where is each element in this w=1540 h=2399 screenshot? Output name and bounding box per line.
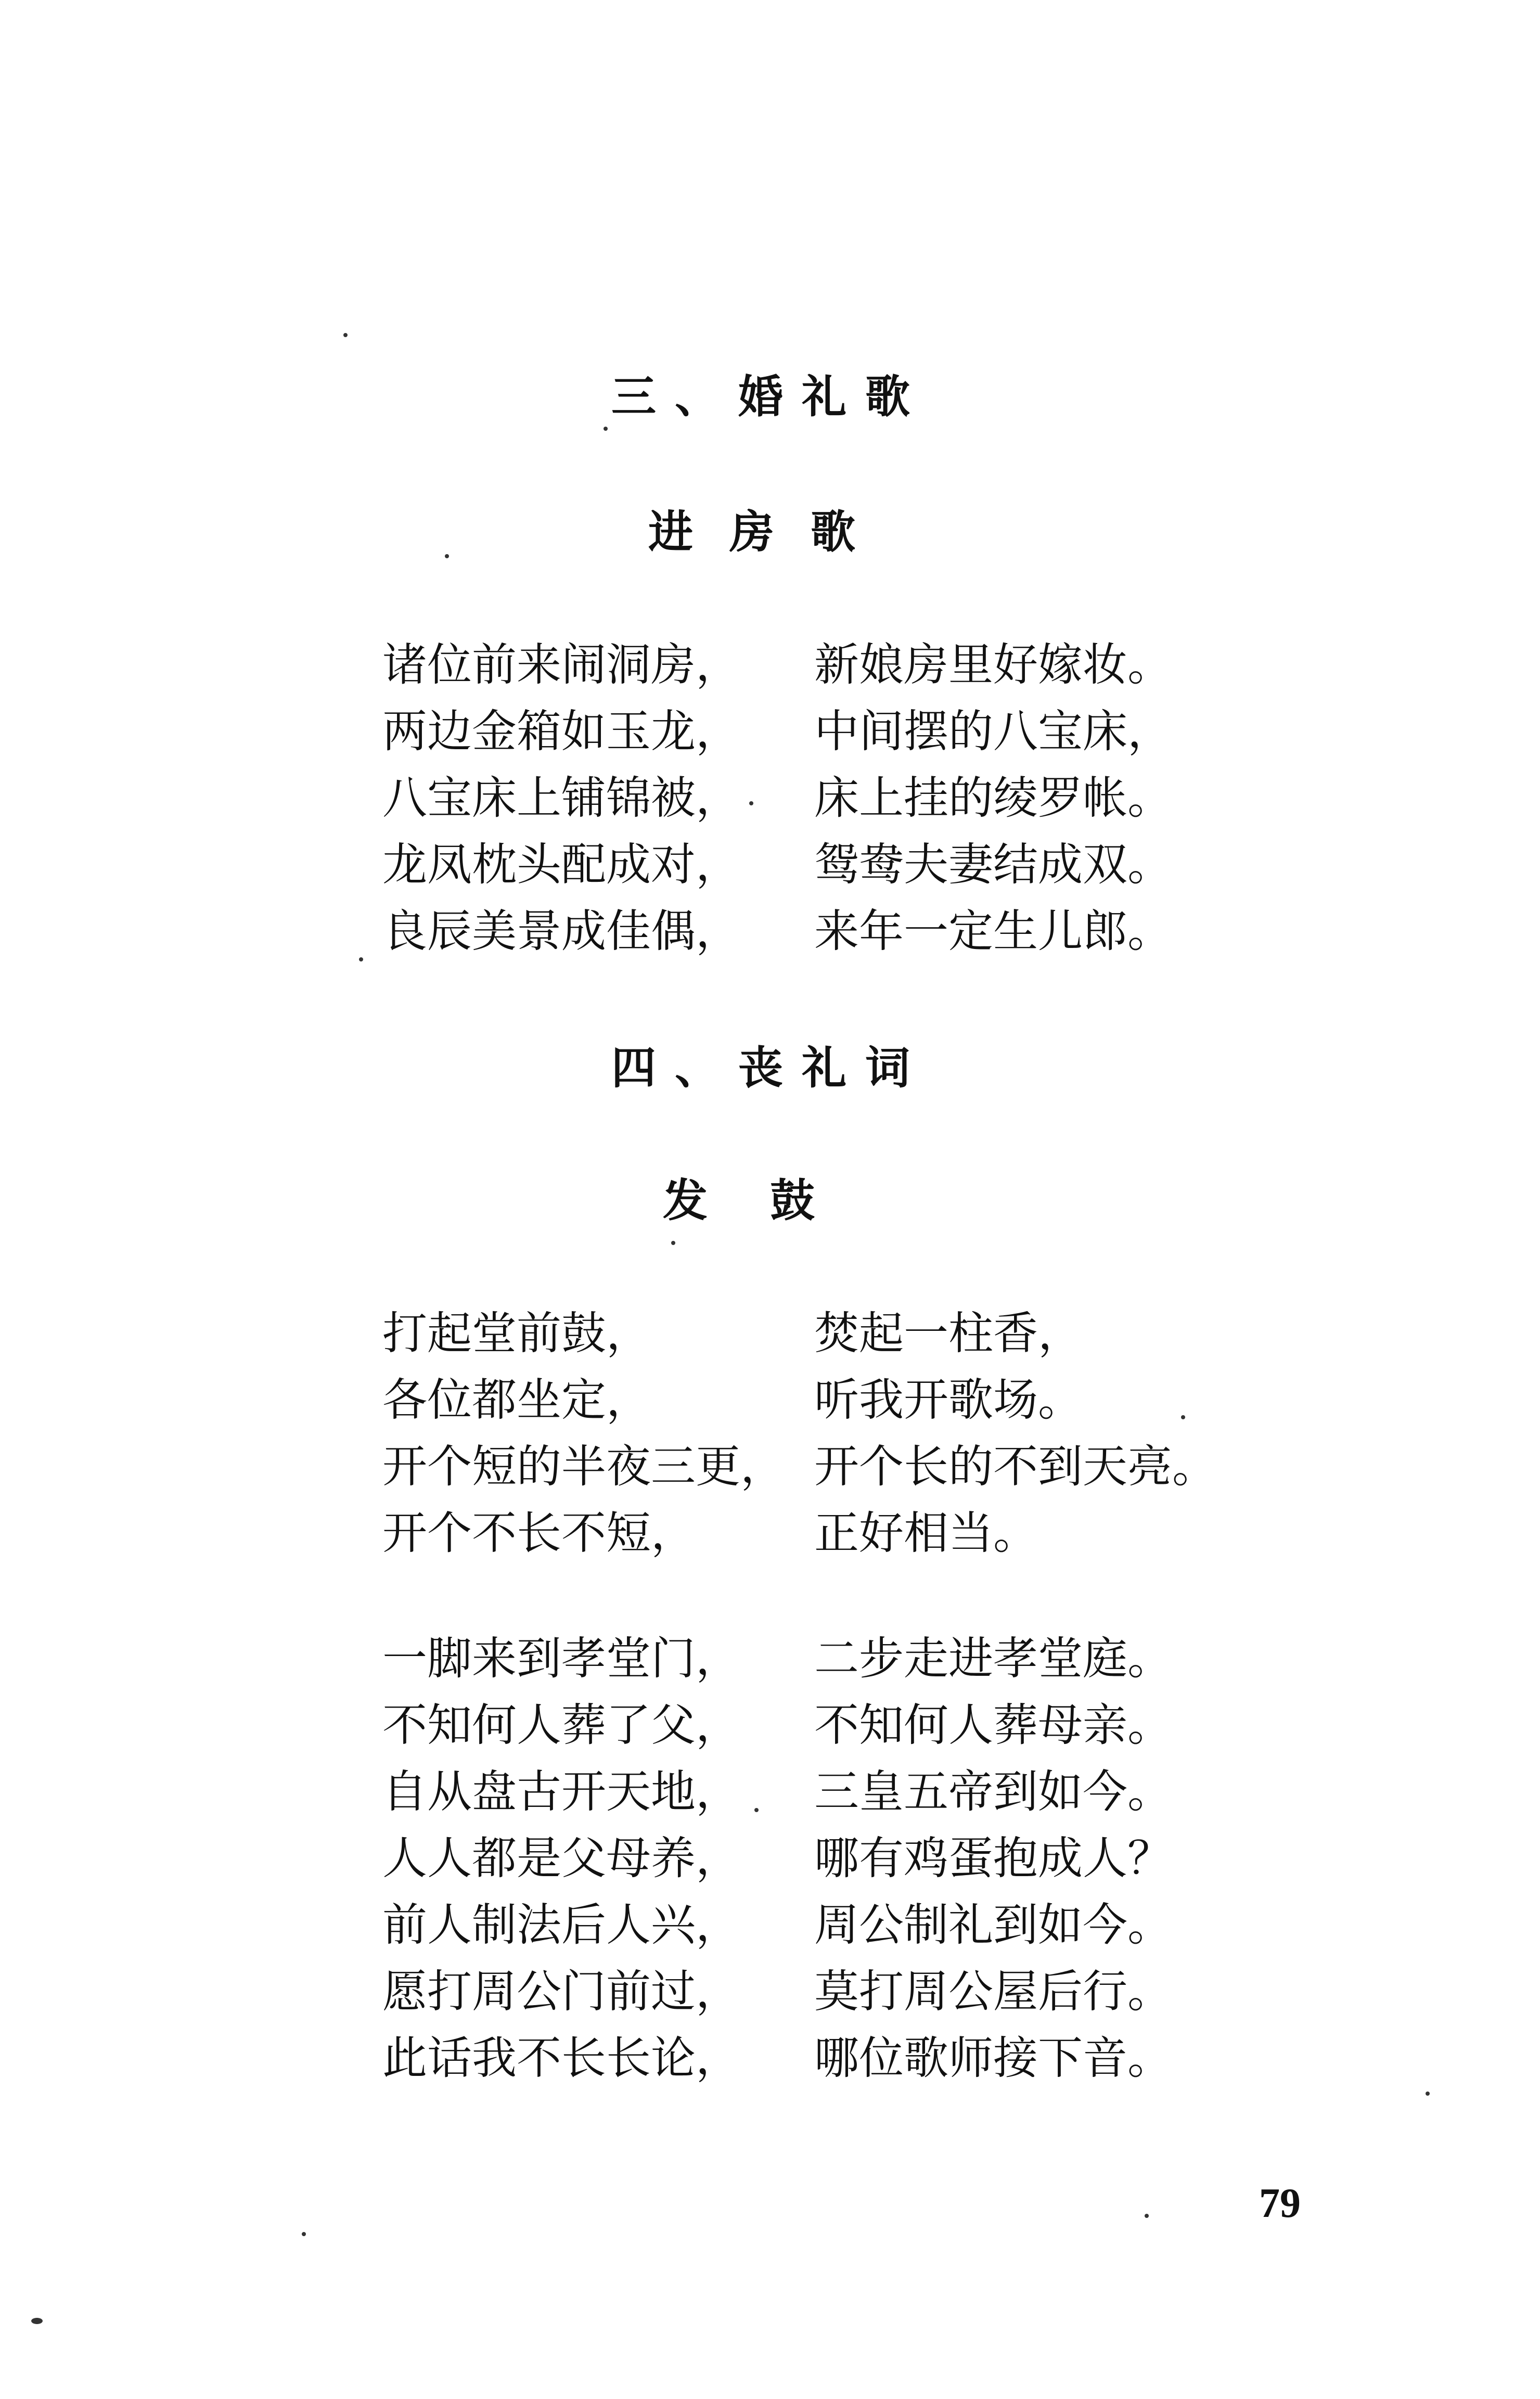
couplet	[382, 2032, 1267, 2102]
couplet	[382, 839, 1267, 909]
verse-line-right: 二步走进孝堂庭。	[814, 1633, 1172, 1685]
scan-speck	[445, 554, 449, 558]
verse-line-left: 自从盘古开天地，	[382, 1766, 740, 1818]
couplet	[382, 1966, 1267, 2036]
scan-speck	[343, 333, 348, 337]
couplet	[382, 1899, 1267, 1969]
poem-stanza-entering-room	[382, 639, 1267, 976]
verse-line-right: 正好相当。	[814, 1507, 1038, 1559]
verse-line-right: 哪有鸡蛋抱成人？	[814, 1832, 1172, 1884]
scan-speck	[359, 957, 363, 961]
verse-line-left: 一脚来到孝堂门，	[382, 1633, 740, 1685]
couplet	[382, 1699, 1267, 1769]
couplet	[382, 1766, 1267, 1836]
scan-speck	[604, 427, 608, 431]
scan-speck	[749, 801, 753, 805]
couplet	[382, 1441, 1267, 1511]
verse-line-left: 不知何人葬了父，	[382, 1699, 740, 1751]
verse-line-right: 鸳鸯夫妻结成双。	[814, 839, 1172, 891]
verse-line-left: 开个不长不短，	[382, 1507, 696, 1559]
verse-line-left: 愿打周公门前过，	[382, 1966, 740, 2018]
verse-line-right: 来年一定生儿郎。	[814, 905, 1172, 957]
verse-line-right: 床上挂的绫罗帐。	[814, 772, 1172, 824]
couplet	[382, 1307, 1267, 1378]
verse-line-right: 不知何人葬母亲。	[814, 1699, 1172, 1751]
couplet	[382, 705, 1267, 776]
verse-line-left: 此话我不长长论，	[382, 2032, 740, 2084]
verse-line-left: 打起堂前鼓，	[382, 1307, 651, 1359]
verse-line-left: 良辰美景成佳偶，	[382, 905, 740, 957]
scan-speck	[302, 2232, 306, 2236]
verse-line-right: 三皇五帝到如今。	[814, 1766, 1172, 1818]
couplet	[382, 905, 1267, 976]
poem-stanza-drum-2	[382, 1633, 1267, 2102]
couplet	[382, 772, 1267, 842]
scan-speck	[1181, 1415, 1185, 1419]
verse-line-left: 八宝床上铺锦被，	[382, 772, 740, 824]
verse-line-right: 开个长的不到天亮。	[814, 1441, 1217, 1493]
verse-line-left: 前人制法后人兴，	[382, 1899, 740, 1951]
verse-line-right: 哪位歌师接下音。	[814, 2032, 1172, 2084]
page-number: 79	[1259, 2180, 1301, 2226]
verse-line-left: 两边金箱如玉龙，	[382, 705, 740, 758]
couplet	[382, 1507, 1267, 1577]
verse-line-left: 人人都是父母养，	[382, 1832, 740, 1884]
poem-stanza-drum-1	[382, 1307, 1267, 1577]
section-title-funeral-words: 四、丧礼词	[611, 1042, 929, 1094]
verse-line-right: 焚起一柱香，	[814, 1307, 1083, 1359]
verse-line-right: 莫打周公屋后行。	[814, 1966, 1172, 2018]
verse-line-right: 周公制礼到如今。	[814, 1899, 1172, 1951]
verse-line-left: 龙凤枕头配成对，	[382, 839, 740, 891]
song-title-entering-room: 进房歌	[648, 506, 892, 558]
couplet	[382, 1633, 1267, 1703]
song-title-drum: 发鼓	[663, 1175, 877, 1227]
scan-speck	[754, 1808, 759, 1812]
scan-speck	[31, 2318, 43, 2324]
scan-speck	[1426, 2092, 1430, 2096]
scan-speck	[1145, 2214, 1149, 2218]
couplet	[382, 639, 1267, 709]
couplet	[382, 1374, 1267, 1444]
verse-line-right: 中间摆的八宝床，	[814, 705, 1172, 758]
verse-line-left: 开个短的半夜三更，	[382, 1441, 785, 1493]
scan-speck	[671, 1241, 675, 1245]
couplet	[382, 1832, 1267, 1903]
verse-line-right: 听我开歌场。	[814, 1374, 1083, 1426]
section-title-wedding-songs: 三、婚礼歌	[611, 371, 929, 423]
verse-line-left: 各位都坐定，	[382, 1374, 651, 1426]
verse-line-right: 新娘房里好嫁妆。	[814, 639, 1172, 691]
verse-line-left: 诸位前来闹洞房，	[382, 639, 740, 691]
